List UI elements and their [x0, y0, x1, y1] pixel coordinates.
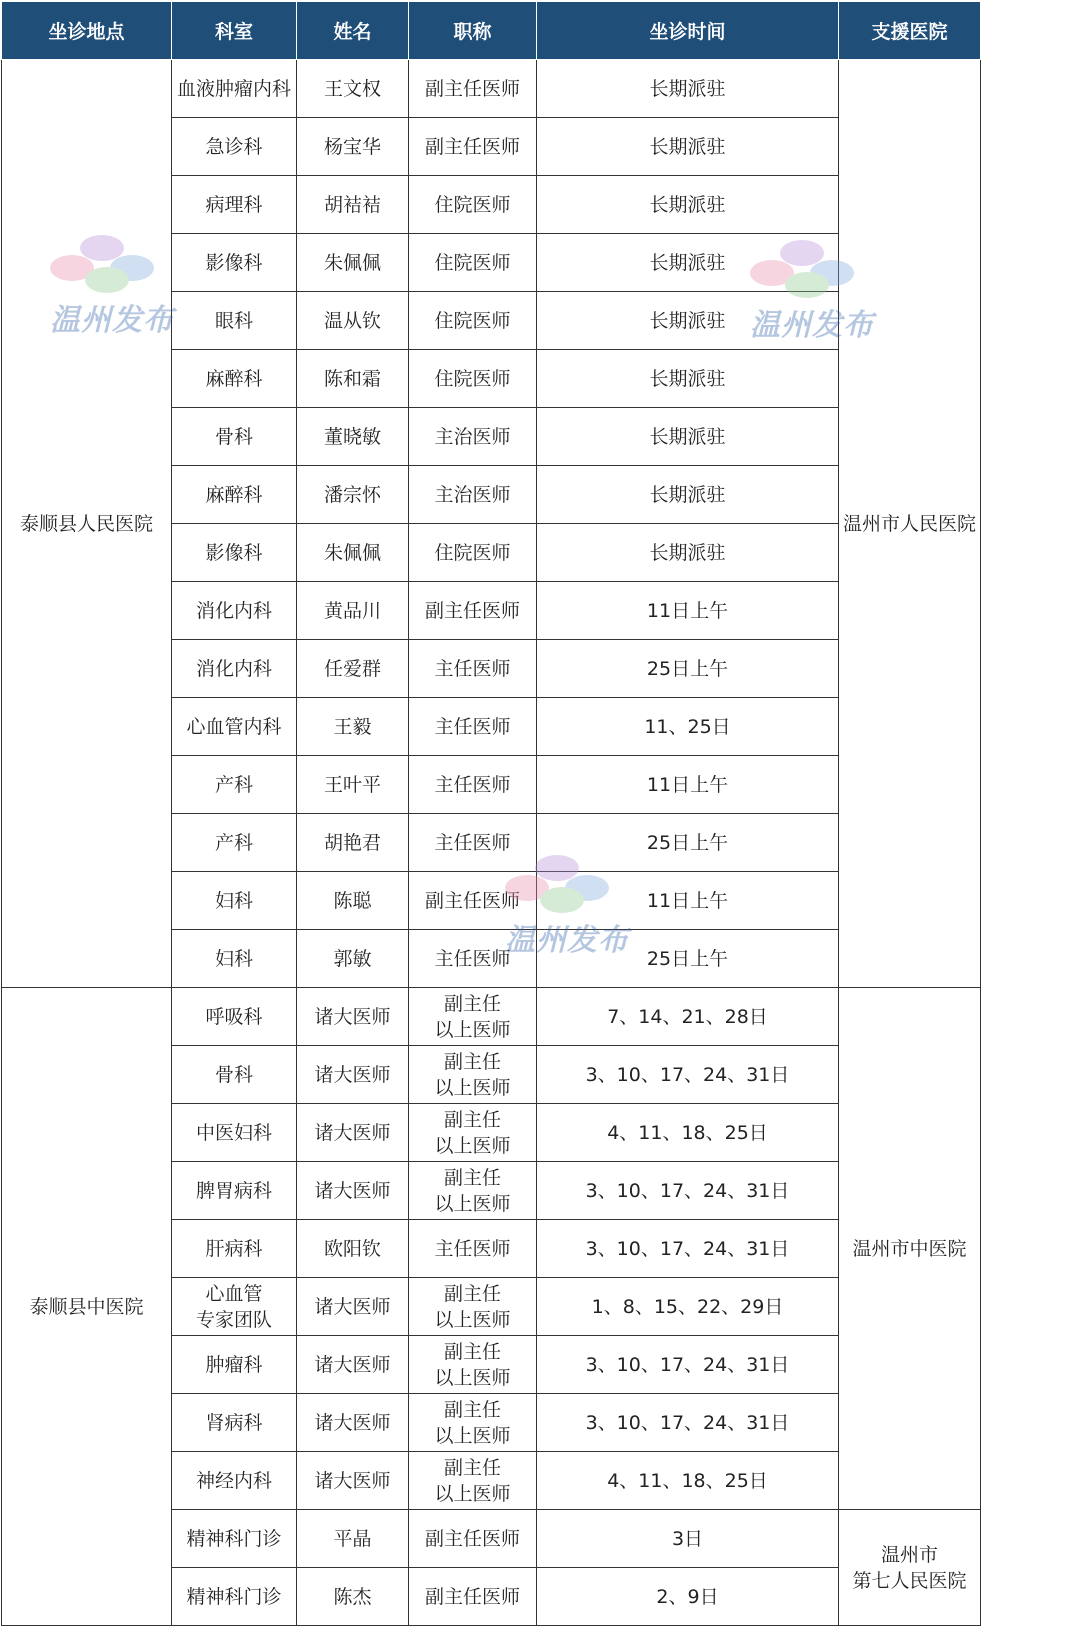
department-cell-line: 心血管 — [205, 1282, 263, 1305]
name-cell: 朱佩佩 — [297, 524, 409, 582]
title-cell-line: 以上医师 — [434, 1076, 511, 1099]
department-cell-line: 肾病科 — [205, 1411, 263, 1434]
title-cell-line: 副主任 — [443, 1340, 501, 1363]
title-cell-line: 以上医师 — [434, 1192, 511, 1215]
name-cell: 黄品川 — [297, 582, 409, 640]
department-cell — [172, 1510, 297, 1568]
name-cell: 平晶 — [297, 1510, 409, 1568]
title-cell-line: 以上医师 — [434, 1134, 511, 1157]
name-cell: 潘宗怀 — [297, 466, 409, 524]
department-cell — [172, 756, 297, 814]
time-cell: 25日上午 — [537, 640, 839, 698]
department-cell-line: 呼吸科 — [205, 1005, 263, 1028]
time-cell: 25日上午 — [537, 930, 839, 988]
header-department: 科室 — [172, 2, 297, 60]
department-cell — [172, 1104, 297, 1162]
department-cell — [172, 988, 297, 1046]
name-cell: 诸大医师 — [297, 1452, 409, 1510]
department-cell — [172, 1162, 297, 1220]
name-cell: 陈聪 — [297, 872, 409, 930]
department-cell-line: 病理科 — [205, 193, 263, 216]
department-cell-line: 眼科 — [214, 309, 253, 332]
title-cell — [409, 1452, 537, 1510]
time-cell: 长期派驻 — [537, 118, 839, 176]
title-cell-line: 副主任 — [443, 992, 501, 1015]
title-cell-line: 住院医师 — [434, 541, 511, 564]
header-title: 职称 — [409, 2, 537, 60]
name-cell: 王叶平 — [297, 756, 409, 814]
department-cell-line: 脾胃病科 — [195, 1179, 272, 1202]
time-cell: 4、11、18、25日 — [537, 1104, 839, 1162]
time-cell: 11日上午 — [537, 872, 839, 930]
department-cell-line: 影像科 — [205, 541, 263, 564]
title-cell-line: 以上医师 — [434, 1366, 511, 1389]
time-cell: 3、10、17、24、31日 — [537, 1046, 839, 1104]
title-cell — [409, 524, 537, 582]
title-cell-line: 副主任医师 — [424, 135, 520, 158]
title-cell — [409, 60, 537, 118]
title-cell — [409, 640, 537, 698]
time-cell: 长期派驻 — [537, 176, 839, 234]
name-cell: 诸大医师 — [297, 988, 409, 1046]
department-cell — [172, 1452, 297, 1510]
name-cell: 诸大医师 — [297, 1162, 409, 1220]
time-cell: 长期派驻 — [537, 466, 839, 524]
department-cell — [172, 1220, 297, 1278]
time-cell: 长期派驻 — [537, 234, 839, 292]
department-cell — [172, 1336, 297, 1394]
department-cell — [172, 292, 297, 350]
title-cell-line: 主任医师 — [434, 831, 511, 854]
department-cell-line: 麻醉科 — [205, 367, 263, 390]
name-cell: 朱佩佩 — [297, 234, 409, 292]
title-cell — [409, 1162, 537, 1220]
title-cell — [409, 408, 537, 466]
department-cell-line: 产科 — [214, 773, 253, 796]
department-cell-line: 肝病科 — [205, 1237, 263, 1260]
department-cell-line: 神经内科 — [195, 1469, 272, 1492]
title-cell — [409, 1104, 537, 1162]
department-cell — [172, 524, 297, 582]
header-support-hospital: 支援医院 — [839, 2, 981, 60]
title-cell — [409, 350, 537, 408]
department-cell-line: 影像科 — [205, 251, 263, 274]
department-cell-line: 精神科门诊 — [186, 1585, 282, 1608]
title-cell-line: 副主任 — [443, 1108, 501, 1131]
watermark-text: 温州发布 — [505, 923, 629, 958]
title-cell-line: 副主任医师 — [424, 1527, 520, 1550]
department-cell — [172, 582, 297, 640]
title-cell-line: 副主任医师 — [424, 889, 520, 912]
title-cell-line: 主治医师 — [434, 483, 511, 506]
time-cell: 7、14、21、28日 — [537, 988, 839, 1046]
header-name: 姓名 — [297, 2, 409, 60]
time-cell: 11日上午 — [537, 756, 839, 814]
header-location: 坐诊地点 — [2, 2, 172, 60]
title-cell — [409, 176, 537, 234]
title-cell-line: 副主任 — [443, 1166, 501, 1189]
name-cell: 诸大医师 — [297, 1336, 409, 1394]
location-cell: 泰顺县中医院 — [2, 988, 172, 1626]
department-cell-line: 骨科 — [214, 1063, 253, 1086]
title-cell-line: 主治医师 — [434, 425, 511, 448]
name-cell: 诸大医师 — [297, 1046, 409, 1104]
department-cell — [172, 408, 297, 466]
department-cell-line: 急诊科 — [205, 135, 263, 158]
time-cell: 3、10、17、24、31日 — [537, 1162, 839, 1220]
title-cell — [409, 872, 537, 930]
department-cell — [172, 176, 297, 234]
department-cell — [172, 640, 297, 698]
title-cell-line: 住院医师 — [434, 309, 511, 332]
title-cell — [409, 1394, 537, 1452]
title-cell — [409, 466, 537, 524]
title-cell — [409, 1336, 537, 1394]
title-cell-line: 主任医师 — [434, 1237, 511, 1260]
time-cell: 1、8、15、22、29日 — [537, 1278, 839, 1336]
department-cell — [172, 60, 297, 118]
title-cell-line: 住院医师 — [434, 367, 511, 390]
title-cell-line: 住院医师 — [434, 251, 511, 274]
title-cell — [409, 756, 537, 814]
department-cell-line: 消化内科 — [195, 657, 272, 680]
title-cell-line: 主任医师 — [434, 657, 511, 680]
time-cell: 3、10、17、24、31日 — [537, 1394, 839, 1452]
department-cell — [172, 1278, 297, 1336]
title-cell — [409, 1046, 537, 1104]
schedule-table — [1, 1, 981, 1626]
department-cell-line: 妇科 — [214, 947, 253, 970]
title-cell — [409, 988, 537, 1046]
title-cell-line: 住院医师 — [434, 193, 511, 216]
time-cell: 长期派驻 — [537, 60, 839, 118]
header-time: 坐诊时间 — [537, 2, 839, 60]
name-cell: 诸大医师 — [297, 1278, 409, 1336]
support-hospital-cell — [839, 1510, 981, 1626]
title-cell-line: 主任医师 — [434, 715, 511, 738]
title-cell-line: 以上医师 — [434, 1424, 511, 1447]
support-hospital-cell: 温州市人民医院 — [839, 60, 981, 988]
department-cell-line: 骨科 — [214, 425, 253, 448]
title-cell-line: 副主任 — [443, 1050, 501, 1073]
time-cell: 3日 — [537, 1510, 839, 1568]
time-cell: 2、9日 — [537, 1568, 839, 1626]
title-cell-line: 以上医师 — [434, 1308, 511, 1331]
time-cell: 长期派驻 — [537, 350, 839, 408]
department-cell-line: 心血管内科 — [186, 715, 282, 738]
department-cell — [172, 930, 297, 988]
title-cell-line: 副主任 — [443, 1282, 501, 1305]
time-cell: 长期派驻 — [537, 408, 839, 466]
support-hospital-cell-line: 温州市 — [880, 1543, 938, 1566]
title-cell — [409, 814, 537, 872]
title-cell — [409, 582, 537, 640]
department-cell-line: 肿瘤科 — [205, 1353, 263, 1376]
department-cell — [172, 1046, 297, 1104]
name-cell: 陈和霜 — [297, 350, 409, 408]
title-cell — [409, 930, 537, 988]
department-cell-line: 血液肿瘤内科 — [176, 77, 291, 100]
name-cell: 王文权 — [297, 60, 409, 118]
name-cell: 欧阳钦 — [297, 1220, 409, 1278]
title-cell — [409, 1278, 537, 1336]
title-cell-line: 副主任 — [443, 1398, 501, 1421]
time-cell: 长期派驻 — [537, 292, 839, 350]
department-cell — [172, 1568, 297, 1626]
table-row — [2, 988, 981, 1046]
department-cell-line: 消化内科 — [195, 599, 272, 622]
name-cell: 杨宝华 — [297, 118, 409, 176]
time-cell: 4、11、18、25日 — [537, 1452, 839, 1510]
support-hospital-cell-line: 第七人民医院 — [852, 1569, 967, 1592]
department-cell-line: 专家团队 — [195, 1308, 272, 1331]
department-cell — [172, 698, 297, 756]
department-cell-line: 中医妇科 — [195, 1121, 272, 1144]
title-cell-line: 以上医师 — [434, 1018, 511, 1041]
department-cell — [172, 814, 297, 872]
department-cell-line: 产科 — [214, 831, 253, 854]
department-cell — [172, 350, 297, 408]
department-cell — [172, 118, 297, 176]
department-cell — [172, 1394, 297, 1452]
location-cell: 泰顺县人民医院 — [2, 60, 172, 988]
title-cell-line: 主任医师 — [434, 947, 511, 970]
table-row — [2, 60, 981, 118]
time-cell: 25日上午 — [537, 814, 839, 872]
name-cell: 诸大医师 — [297, 1104, 409, 1162]
name-cell: 胡艳君 — [297, 814, 409, 872]
time-cell: 3、10、17、24、31日 — [537, 1220, 839, 1278]
department-cell — [172, 872, 297, 930]
header-row — [2, 2, 981, 60]
support-hospital-cell — [839, 988, 981, 1510]
title-cell — [409, 118, 537, 176]
name-cell: 陈杰 — [297, 1568, 409, 1626]
name-cell: 胡袺袺 — [297, 176, 409, 234]
watermark-text: 温州发布 — [750, 308, 874, 343]
name-cell: 任爱群 — [297, 640, 409, 698]
time-cell: 3、10、17、24、31日 — [537, 1336, 839, 1394]
name-cell: 温从钦 — [297, 292, 409, 350]
time-cell: 11、25日 — [537, 698, 839, 756]
title-cell-line: 副主任医师 — [424, 1585, 520, 1608]
title-cell — [409, 1568, 537, 1626]
name-cell: 王毅 — [297, 698, 409, 756]
department-cell-line: 精神科门诊 — [186, 1527, 282, 1550]
name-cell: 董晓敏 — [297, 408, 409, 466]
name-cell: 诸大医师 — [297, 1394, 409, 1452]
department-cell-line: 麻醉科 — [205, 483, 263, 506]
department-cell — [172, 234, 297, 292]
time-cell: 长期派驻 — [537, 524, 839, 582]
title-cell-line: 以上医师 — [434, 1482, 511, 1505]
department-cell-line: 妇科 — [214, 889, 253, 912]
title-cell — [409, 1220, 537, 1278]
title-cell — [409, 234, 537, 292]
title-cell-line: 副主任医师 — [424, 77, 520, 100]
title-cell-line: 主任医师 — [434, 773, 511, 796]
title-cell — [409, 292, 537, 350]
watermark-text: 温州发布 — [50, 303, 174, 338]
title-cell-line: 副主任 — [443, 1456, 501, 1479]
title-cell — [409, 698, 537, 756]
title-cell — [409, 1510, 537, 1568]
department-cell — [172, 466, 297, 524]
name-cell: 郭敏 — [297, 930, 409, 988]
title-cell-line: 副主任医师 — [424, 599, 520, 622]
time-cell: 11日上午 — [537, 582, 839, 640]
support-hospital-cell-line: 温州市中医院 — [852, 1237, 967, 1260]
